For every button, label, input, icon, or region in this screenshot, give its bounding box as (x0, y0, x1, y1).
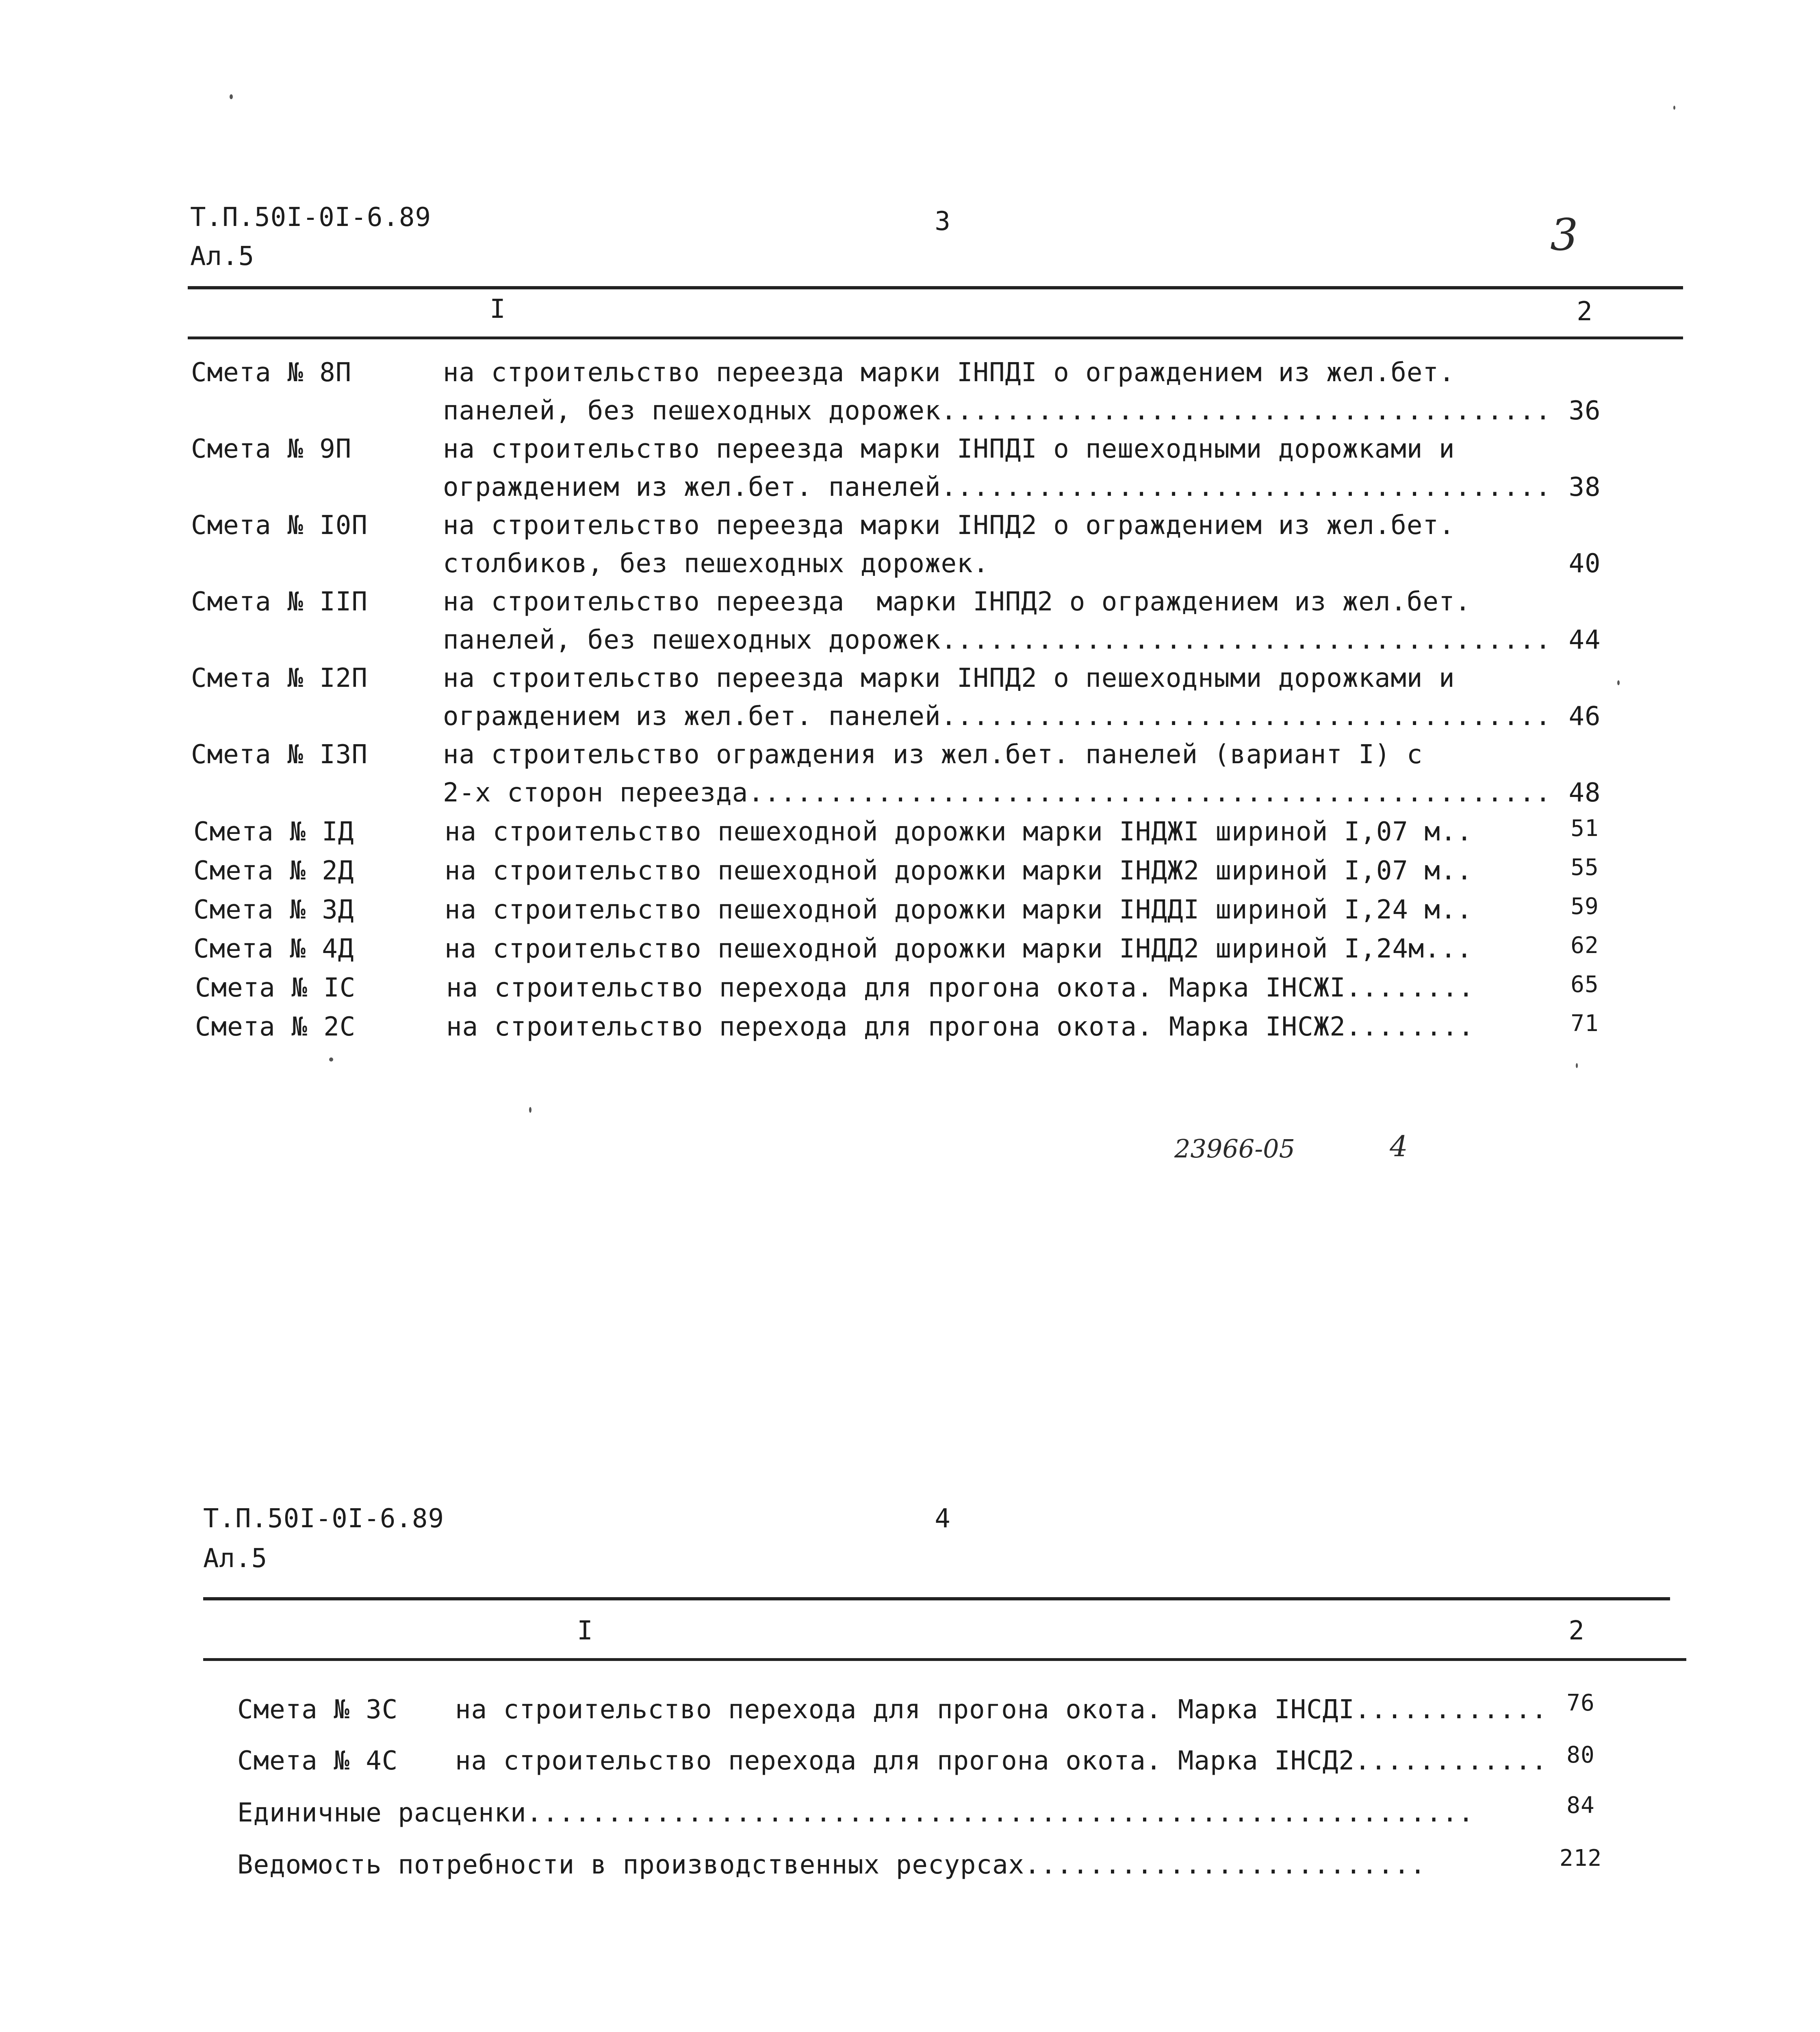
scan-speck (329, 1057, 333, 1062)
page-reference: 51 (1571, 815, 1599, 842)
document-code: Т.П.50I-0I-6.89 (190, 202, 431, 232)
estimate-label: Смета № I3П (191, 740, 368, 770)
album-number: Ал.5 (203, 1544, 268, 1574)
estimate-description: на строительство переезда марки IНПД2 о ограждением из жел.бет. (443, 587, 1471, 617)
section-title: Единичные расценки........................................................... (237, 1798, 1474, 1828)
page-reference: 71 (1571, 1010, 1599, 1037)
estimate-description: на строительство ограждения из жел.бет. панелей (вариант I) с (443, 740, 1423, 770)
estimate-description-cont: столбиков, без пешеходных дорожек. (443, 549, 989, 579)
estimate-label: Смета № 4Д (193, 934, 354, 964)
page-number: 4 (935, 1504, 951, 1534)
estimate-label: Смета № 3Д (193, 895, 354, 925)
estimate-label: Смета № IС (195, 973, 356, 1003)
page-reference: 84 (1566, 1792, 1595, 1819)
page-reference: 40 (1568, 549, 1601, 579)
table-header-rule (188, 336, 1683, 339)
estimate-description: на строительство переезда марки IНПДI о ограждением из жел.бет. (443, 358, 1455, 388)
page-reference: 76 (1566, 1690, 1595, 1716)
estimate-label: Смета № 8П (191, 358, 352, 388)
estimate-description: на строительство пешеходной дорожки марки IНДЖI шириной I,07 м.. (445, 817, 1473, 847)
scan-speck (1617, 680, 1620, 685)
estimate-description-cont: 2-х сторон переезда.................................................. (443, 778, 1551, 808)
page-reference: 55 (1571, 854, 1599, 881)
estimate-description: на строительство переезда марки IНПД2 о пешеходными дорожками и (443, 663, 1455, 693)
page-reference: 38 (1568, 472, 1601, 502)
page-reference: 46 (1568, 701, 1601, 732)
estimate-description: на строительство пешеходной дорожки марки IНДЖ2 шириной I,07 м.. (445, 856, 1473, 886)
estimate-label: Смета № 4С (237, 1746, 398, 1776)
estimate-description-cont: ограждением из жел.бет. панелей...................................... (443, 472, 1551, 502)
estimate-description: на строительство переезда марки IНПД2 о ограждением из жел.бет. (443, 510, 1455, 541)
estimate-description-cont: ограждением из жел.бет. панелей...................................... (443, 701, 1551, 732)
estimate-description: на строительство перехода для прогона окота. Марка IНСЖ2........ (446, 1012, 1474, 1042)
estimate-label: Смета № 2С (195, 1012, 356, 1042)
estimate-description: на строительство перехода для прогона окота. Марка IНСД2............ (455, 1746, 1548, 1776)
estimate-description: на строительство пешеходной дорожки марки IНДД2 шириной I,24м... (445, 934, 1473, 964)
page-reference: 80 (1566, 1742, 1595, 1768)
table-top-rule (188, 286, 1683, 289)
handwritten-page-number: 3 (1550, 210, 1578, 261)
page-reference: 44 (1568, 625, 1601, 655)
page-reference: 36 (1568, 396, 1601, 426)
scan-speck (1673, 106, 1675, 110)
column-header-1: I (490, 294, 506, 324)
section-title: Ведомость потребности в производственных ресурсах......................... (237, 1850, 1426, 1880)
album-number: Ал.5 (190, 241, 255, 271)
column-header-1: I (577, 1616, 593, 1646)
estimate-label: Смета № IIП (191, 587, 368, 617)
inventory-stamp-number: 4 (1390, 1130, 1408, 1163)
page-reference: 48 (1568, 778, 1601, 808)
table-header-rule (203, 1658, 1686, 1661)
estimate-label: Смета № 3С (237, 1695, 398, 1725)
estimate-label: Смета № 9П (191, 434, 352, 464)
estimate-label: Смета № I2П (191, 663, 368, 693)
column-header-2: 2 (1568, 1616, 1585, 1646)
scan-speck (1576, 1063, 1578, 1068)
document-code: Т.П.50I-0I-6.89 (203, 1504, 444, 1534)
estimate-description-cont: панелей, без пешеходных дорожек...................................... (443, 396, 1551, 426)
estimate-label: Смета № I0П (191, 510, 368, 541)
estimate-label: Смета № 2Д (193, 856, 354, 886)
estimate-description: на строительство перехода для прогона окота. Марка IНСЖI........ (446, 973, 1474, 1003)
estimate-description: на строительство переезда марки IНПДI о пешеходными дорожками и (443, 434, 1455, 464)
page-reference: 62 (1571, 932, 1599, 959)
inventory-stamp: 23966-05 (1174, 1134, 1295, 1164)
estimate-description: на строительство пешеходной дорожки марки IНДДI шириной I,24 м.. (445, 895, 1473, 925)
table-top-rule (203, 1597, 1670, 1600)
page-reference: 212 (1559, 1845, 1602, 1871)
page-number: 3 (935, 206, 951, 237)
page-reference: 65 (1571, 971, 1599, 998)
estimate-description: на строительство перехода для прогона окота. Марка IНСДI............ (455, 1695, 1548, 1725)
scan-speck (529, 1107, 531, 1113)
estimate-label: Смета № IД (193, 817, 354, 847)
column-header-2: 2 (1577, 297, 1593, 327)
page-reference: 59 (1571, 893, 1599, 920)
scan-speck (230, 94, 233, 99)
estimate-description-cont: панелей, без пешеходных дорожек...................................... (443, 625, 1551, 655)
